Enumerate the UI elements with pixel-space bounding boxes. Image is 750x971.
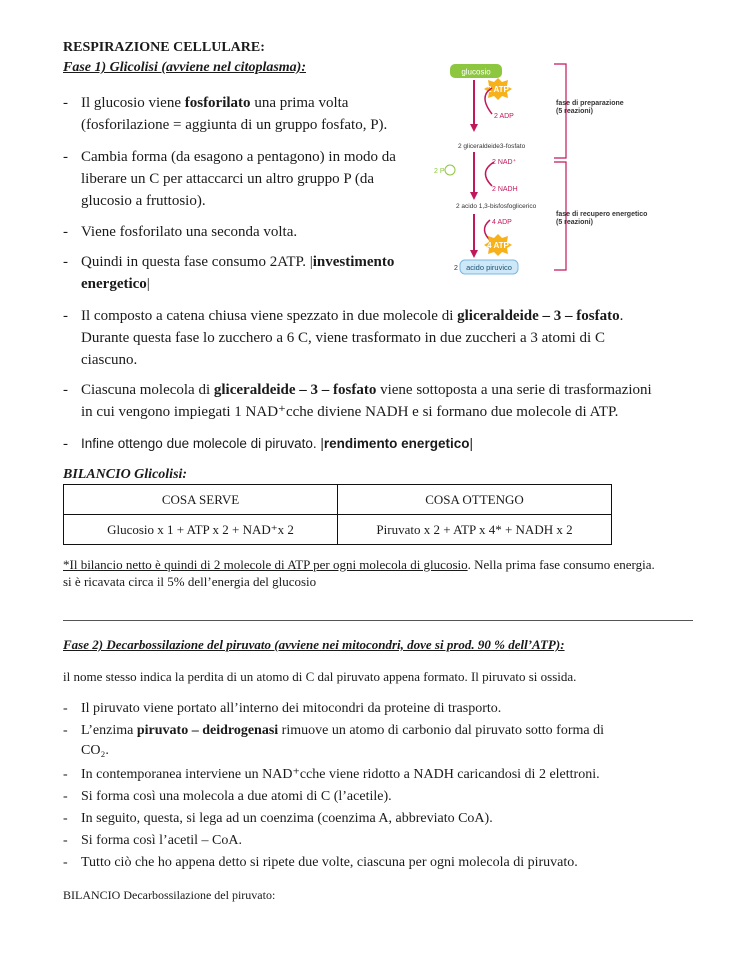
glucose-label: glucosio [461,67,491,77]
svg-text:(5 reazioni): (5 reazioni) [556,108,593,115]
svg-text:4 ATP: 4 ATP [487,241,509,250]
arrow-head [470,124,478,132]
balance1-table [63,484,612,545]
svg-text:2 ADP: 2 ADP [494,113,514,120]
balance1-title: BILANCIO Glicolisi: [63,467,188,482]
svg-text:2 ATP: 2 ATP [487,85,509,94]
svg-text:2 P: 2 P [434,168,445,175]
svg-text:fase di recupero energetico: fase di recupero energetico [556,211,648,218]
phase1-title: Fase 1) Glicolisi (avviene nel citoplasma): [63,60,307,75]
svg-text:2 gliceraldeide3-fosfato: 2 gliceraldeide3-fosfato [458,143,526,150]
table-cell: Piruvato x 2 + ATP x 4* + NADH x 2 [338,515,612,545]
phase2-intro: il nome stesso indica la perdita di un atomo di C dal piruvato appena formato. Il piruvato si ossida. [63,669,577,684]
page-heading: RESPIRAZIONE CELLULARE: [63,40,265,55]
section-divider [63,620,693,621]
table-header: COSA OTTENGO [338,485,612,515]
balance2-title: BILANCIO Decarbossilazione del piruvato: [63,888,276,902]
svg-text:4 ADP: 4 ADP [492,219,512,226]
svg-text:(5 reazioni): (5 reazioni) [556,219,593,226]
phosphate-icon [445,165,455,175]
table-cell: Glucosio x 1 + ATP x 2 + NAD⁺x 2 [64,515,338,545]
svg-text:acido piruvico: acido piruvico [466,263,512,272]
svg-text:2 acido 1,3-bisfosfoglicerico: 2 acido 1,3-bisfosfoglicerico [456,203,537,210]
phase2-title: Fase 2) Decarbossilazione del piruvato (avviene nei mitocondri, dove si prod. 90 % dell’ATP): [63,637,565,652]
svg-text:fase di preparazione: fase di preparazione [556,100,624,107]
glycolysis-diagram [430,58,710,278]
svg-text:2 NAD⁺: 2 NAD⁺ [492,159,517,166]
svg-text:2 NADH: 2 NADH [492,186,518,193]
svg-text:2: 2 [454,265,458,272]
table-header: COSA SERVE [64,485,338,515]
balance-note: *Il bilancio netto è quindi di 2 molecole di ATP per ogni molecola di glucosio. Nella prima fase consumo energia. si è ricavata circa il 5% dell’energia del glucosio [63,557,655,589]
